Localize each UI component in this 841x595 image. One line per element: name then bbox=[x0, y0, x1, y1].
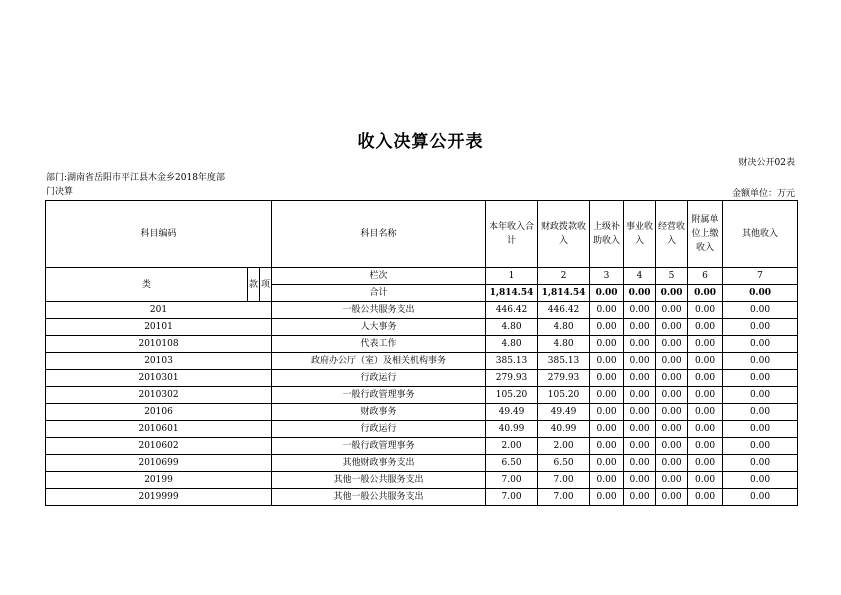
subject-name: 其他财政事务支出 bbox=[272, 455, 486, 472]
amount-cell: 0.00 bbox=[688, 336, 723, 353]
col-num: 5 bbox=[656, 268, 688, 285]
amount-cell: 0.00 bbox=[590, 336, 624, 353]
amount-cell: 0.00 bbox=[590, 472, 624, 489]
amount-cell: 0.00 bbox=[624, 319, 656, 336]
total-value: 1,814.54 bbox=[538, 285, 590, 302]
amount-cell: 0.00 bbox=[688, 455, 723, 472]
amount-cell: 0.00 bbox=[688, 438, 723, 455]
table-row bbox=[46, 370, 798, 387]
header-operating: 经营收入 bbox=[656, 201, 688, 268]
amount-cell: 0.00 bbox=[723, 387, 798, 404]
table-row bbox=[46, 421, 798, 438]
page-title: 收入决算公开表 bbox=[357, 132, 484, 152]
income-table bbox=[45, 200, 798, 506]
subject-code: 2019999 bbox=[46, 489, 272, 506]
header-fiscal: 财政拨款收入 bbox=[538, 201, 590, 268]
amount-cell: 0.00 bbox=[590, 302, 624, 319]
amount-cell: 0.00 bbox=[624, 370, 656, 387]
col-num: 3 bbox=[590, 268, 624, 285]
amount-cell: 7.00 bbox=[538, 489, 590, 506]
col-num: 7 bbox=[723, 268, 798, 285]
amount-unit: 金额单位：万元 bbox=[731, 189, 795, 199]
amount-cell: 0.00 bbox=[723, 404, 798, 421]
total-value: 1,814.54 bbox=[486, 285, 538, 302]
subject-code: 2010601 bbox=[46, 421, 272, 438]
amount-cell: 446.42 bbox=[486, 302, 538, 319]
subject-name: 其他一般公共服务支出 bbox=[272, 472, 486, 489]
amount-cell: 385.13 bbox=[538, 353, 590, 370]
amount-cell: 0.00 bbox=[723, 438, 798, 455]
amount-cell: 0.00 bbox=[590, 438, 624, 455]
amount-cell: 0.00 bbox=[590, 387, 624, 404]
subject-name: 政府办公厅（室）及相关机构事务 bbox=[272, 353, 486, 370]
amount-cell: 0.00 bbox=[624, 421, 656, 438]
amount-cell: 0.00 bbox=[590, 353, 624, 370]
col-num: 6 bbox=[688, 268, 723, 285]
amount-cell: 0.00 bbox=[656, 370, 688, 387]
amount-cell: 0.00 bbox=[723, 353, 798, 370]
table-row bbox=[46, 336, 798, 353]
subject-code: 2010302 bbox=[46, 387, 272, 404]
department-line-1: 部门:湖南省岳阳市平江县木金乡2018年度部 bbox=[46, 173, 225, 183]
amount-cell: 7.00 bbox=[486, 489, 538, 506]
col-num: 1 bbox=[486, 268, 538, 285]
amount-cell: 0.00 bbox=[656, 404, 688, 421]
header-kuan: 款 bbox=[248, 268, 260, 302]
table-row bbox=[46, 353, 798, 370]
amount-cell: 0.00 bbox=[624, 387, 656, 404]
amount-cell: 0.00 bbox=[590, 404, 624, 421]
subject-name: 一般公共服务支出 bbox=[272, 302, 486, 319]
total-value: 0.00 bbox=[624, 285, 656, 302]
table-row bbox=[46, 319, 798, 336]
col-num: 4 bbox=[624, 268, 656, 285]
amount-cell: 0.00 bbox=[624, 438, 656, 455]
amount-cell: 0.00 bbox=[624, 489, 656, 506]
amount-cell: 0.00 bbox=[624, 302, 656, 319]
amount-cell: 0.00 bbox=[624, 404, 656, 421]
amount-cell: 0.00 bbox=[590, 319, 624, 336]
amount-cell: 0.00 bbox=[723, 302, 798, 319]
subject-code: 20103 bbox=[46, 353, 272, 370]
amount-cell: 0.00 bbox=[656, 319, 688, 336]
amount-cell: 0.00 bbox=[624, 455, 656, 472]
amount-cell: 0.00 bbox=[688, 472, 723, 489]
amount-cell: 4.80 bbox=[486, 319, 538, 336]
department-line-2: 门决算 bbox=[46, 187, 74, 197]
amount-cell: 0.00 bbox=[723, 336, 798, 353]
header-business: 事业收入 bbox=[624, 201, 656, 268]
form-number: 财决公开02表 bbox=[738, 158, 795, 168]
amount-cell: 0.00 bbox=[656, 387, 688, 404]
amount-cell: 0.00 bbox=[590, 370, 624, 387]
subject-code: 201 bbox=[46, 302, 272, 319]
amount-cell: 105.20 bbox=[486, 387, 538, 404]
header-name: 科目名称 bbox=[272, 201, 486, 268]
amount-cell: 0.00 bbox=[590, 489, 624, 506]
amount-cell: 446.42 bbox=[538, 302, 590, 319]
amount-cell: 0.00 bbox=[656, 489, 688, 506]
department-label bbox=[46, 171, 266, 199]
amount-cell: 6.50 bbox=[538, 455, 590, 472]
amount-cell: 0.00 bbox=[688, 387, 723, 404]
subject-code: 20101 bbox=[46, 319, 272, 336]
subject-name: 一般行政管理事务 bbox=[272, 438, 486, 455]
header-total: 本年收入合计 bbox=[486, 201, 538, 268]
amount-cell: 6.50 bbox=[486, 455, 538, 472]
table-row bbox=[46, 387, 798, 404]
amount-cell: 0.00 bbox=[656, 353, 688, 370]
amount-cell: 0.00 bbox=[688, 404, 723, 421]
subject-name: 一般行政管理事务 bbox=[272, 387, 486, 404]
total-label: 合计 bbox=[272, 285, 486, 302]
total-value: 0.00 bbox=[723, 285, 798, 302]
amount-cell: 0.00 bbox=[688, 302, 723, 319]
amount-cell: 0.00 bbox=[723, 370, 798, 387]
header-lei: 类 bbox=[46, 268, 248, 302]
amount-cell: 0.00 bbox=[723, 472, 798, 489]
subject-name: 行政运行 bbox=[272, 421, 486, 438]
subject-name: 人大事务 bbox=[272, 319, 486, 336]
header-xiang: 项 bbox=[260, 268, 272, 302]
col-num: 2 bbox=[538, 268, 590, 285]
amount-cell: 105.20 bbox=[538, 387, 590, 404]
amount-cell: 0.00 bbox=[688, 319, 723, 336]
amount-cell: 0.00 bbox=[656, 455, 688, 472]
column-label: 栏次 bbox=[272, 268, 486, 285]
amount-cell: 0.00 bbox=[590, 455, 624, 472]
amount-cell: 7.00 bbox=[486, 472, 538, 489]
total-value: 0.00 bbox=[688, 285, 723, 302]
amount-cell: 4.80 bbox=[486, 336, 538, 353]
subject-code: 2010301 bbox=[46, 370, 272, 387]
column-number-row bbox=[46, 268, 798, 285]
amount-cell: 279.93 bbox=[486, 370, 538, 387]
amount-cell: 0.00 bbox=[656, 302, 688, 319]
subject-name: 其他一般公共服务支出 bbox=[272, 489, 486, 506]
table-row bbox=[46, 404, 798, 421]
amount-cell: 0.00 bbox=[688, 353, 723, 370]
subject-name: 行政运行 bbox=[272, 370, 486, 387]
header-superior: 上级补助收入 bbox=[590, 201, 624, 268]
amount-cell: 0.00 bbox=[624, 472, 656, 489]
amount-cell: 0.00 bbox=[624, 353, 656, 370]
header-code: 科目编码 bbox=[46, 201, 272, 268]
header-other: 其他收入 bbox=[723, 201, 798, 268]
amount-cell: 7.00 bbox=[538, 472, 590, 489]
amount-cell: 40.99 bbox=[538, 421, 590, 438]
subject-code: 20199 bbox=[46, 472, 272, 489]
subject-code: 2010602 bbox=[46, 438, 272, 455]
header-row bbox=[46, 201, 798, 268]
table-row bbox=[46, 302, 798, 319]
amount-cell: 2.00 bbox=[538, 438, 590, 455]
amount-cell: 0.00 bbox=[723, 319, 798, 336]
subject-name: 代表工作 bbox=[272, 336, 486, 353]
table-row bbox=[46, 438, 798, 455]
amount-cell: 0.00 bbox=[656, 421, 688, 438]
amount-cell: 0.00 bbox=[656, 336, 688, 353]
amount-cell: 0.00 bbox=[723, 455, 798, 472]
amount-cell: 0.00 bbox=[624, 336, 656, 353]
amount-cell: 0.00 bbox=[723, 489, 798, 506]
amount-cell: 0.00 bbox=[688, 370, 723, 387]
subject-code: 20106 bbox=[46, 404, 272, 421]
subject-code: 2010108 bbox=[46, 336, 272, 353]
amount-cell: 49.49 bbox=[538, 404, 590, 421]
total-value: 0.00 bbox=[656, 285, 688, 302]
subject-name: 财政事务 bbox=[272, 404, 486, 421]
amount-cell: 0.00 bbox=[723, 421, 798, 438]
amount-cell: 40.99 bbox=[486, 421, 538, 438]
amount-cell: 0.00 bbox=[656, 472, 688, 489]
amount-cell: 49.49 bbox=[486, 404, 538, 421]
total-value: 0.00 bbox=[590, 285, 624, 302]
amount-cell: 4.80 bbox=[538, 319, 590, 336]
amount-cell: 279.93 bbox=[538, 370, 590, 387]
amount-cell: 4.80 bbox=[538, 336, 590, 353]
subject-code: 2010699 bbox=[46, 455, 272, 472]
table-row bbox=[46, 455, 798, 472]
header-affiliated: 附属单位上缴收入 bbox=[688, 201, 723, 268]
amount-cell: 0.00 bbox=[590, 421, 624, 438]
amount-cell: 0.00 bbox=[656, 438, 688, 455]
amount-cell: 2.00 bbox=[486, 438, 538, 455]
amount-cell: 0.00 bbox=[688, 489, 723, 506]
amount-cell: 0.00 bbox=[688, 421, 723, 438]
table-row bbox=[46, 472, 798, 489]
amount-cell: 385.13 bbox=[486, 353, 538, 370]
table-row bbox=[46, 489, 798, 506]
